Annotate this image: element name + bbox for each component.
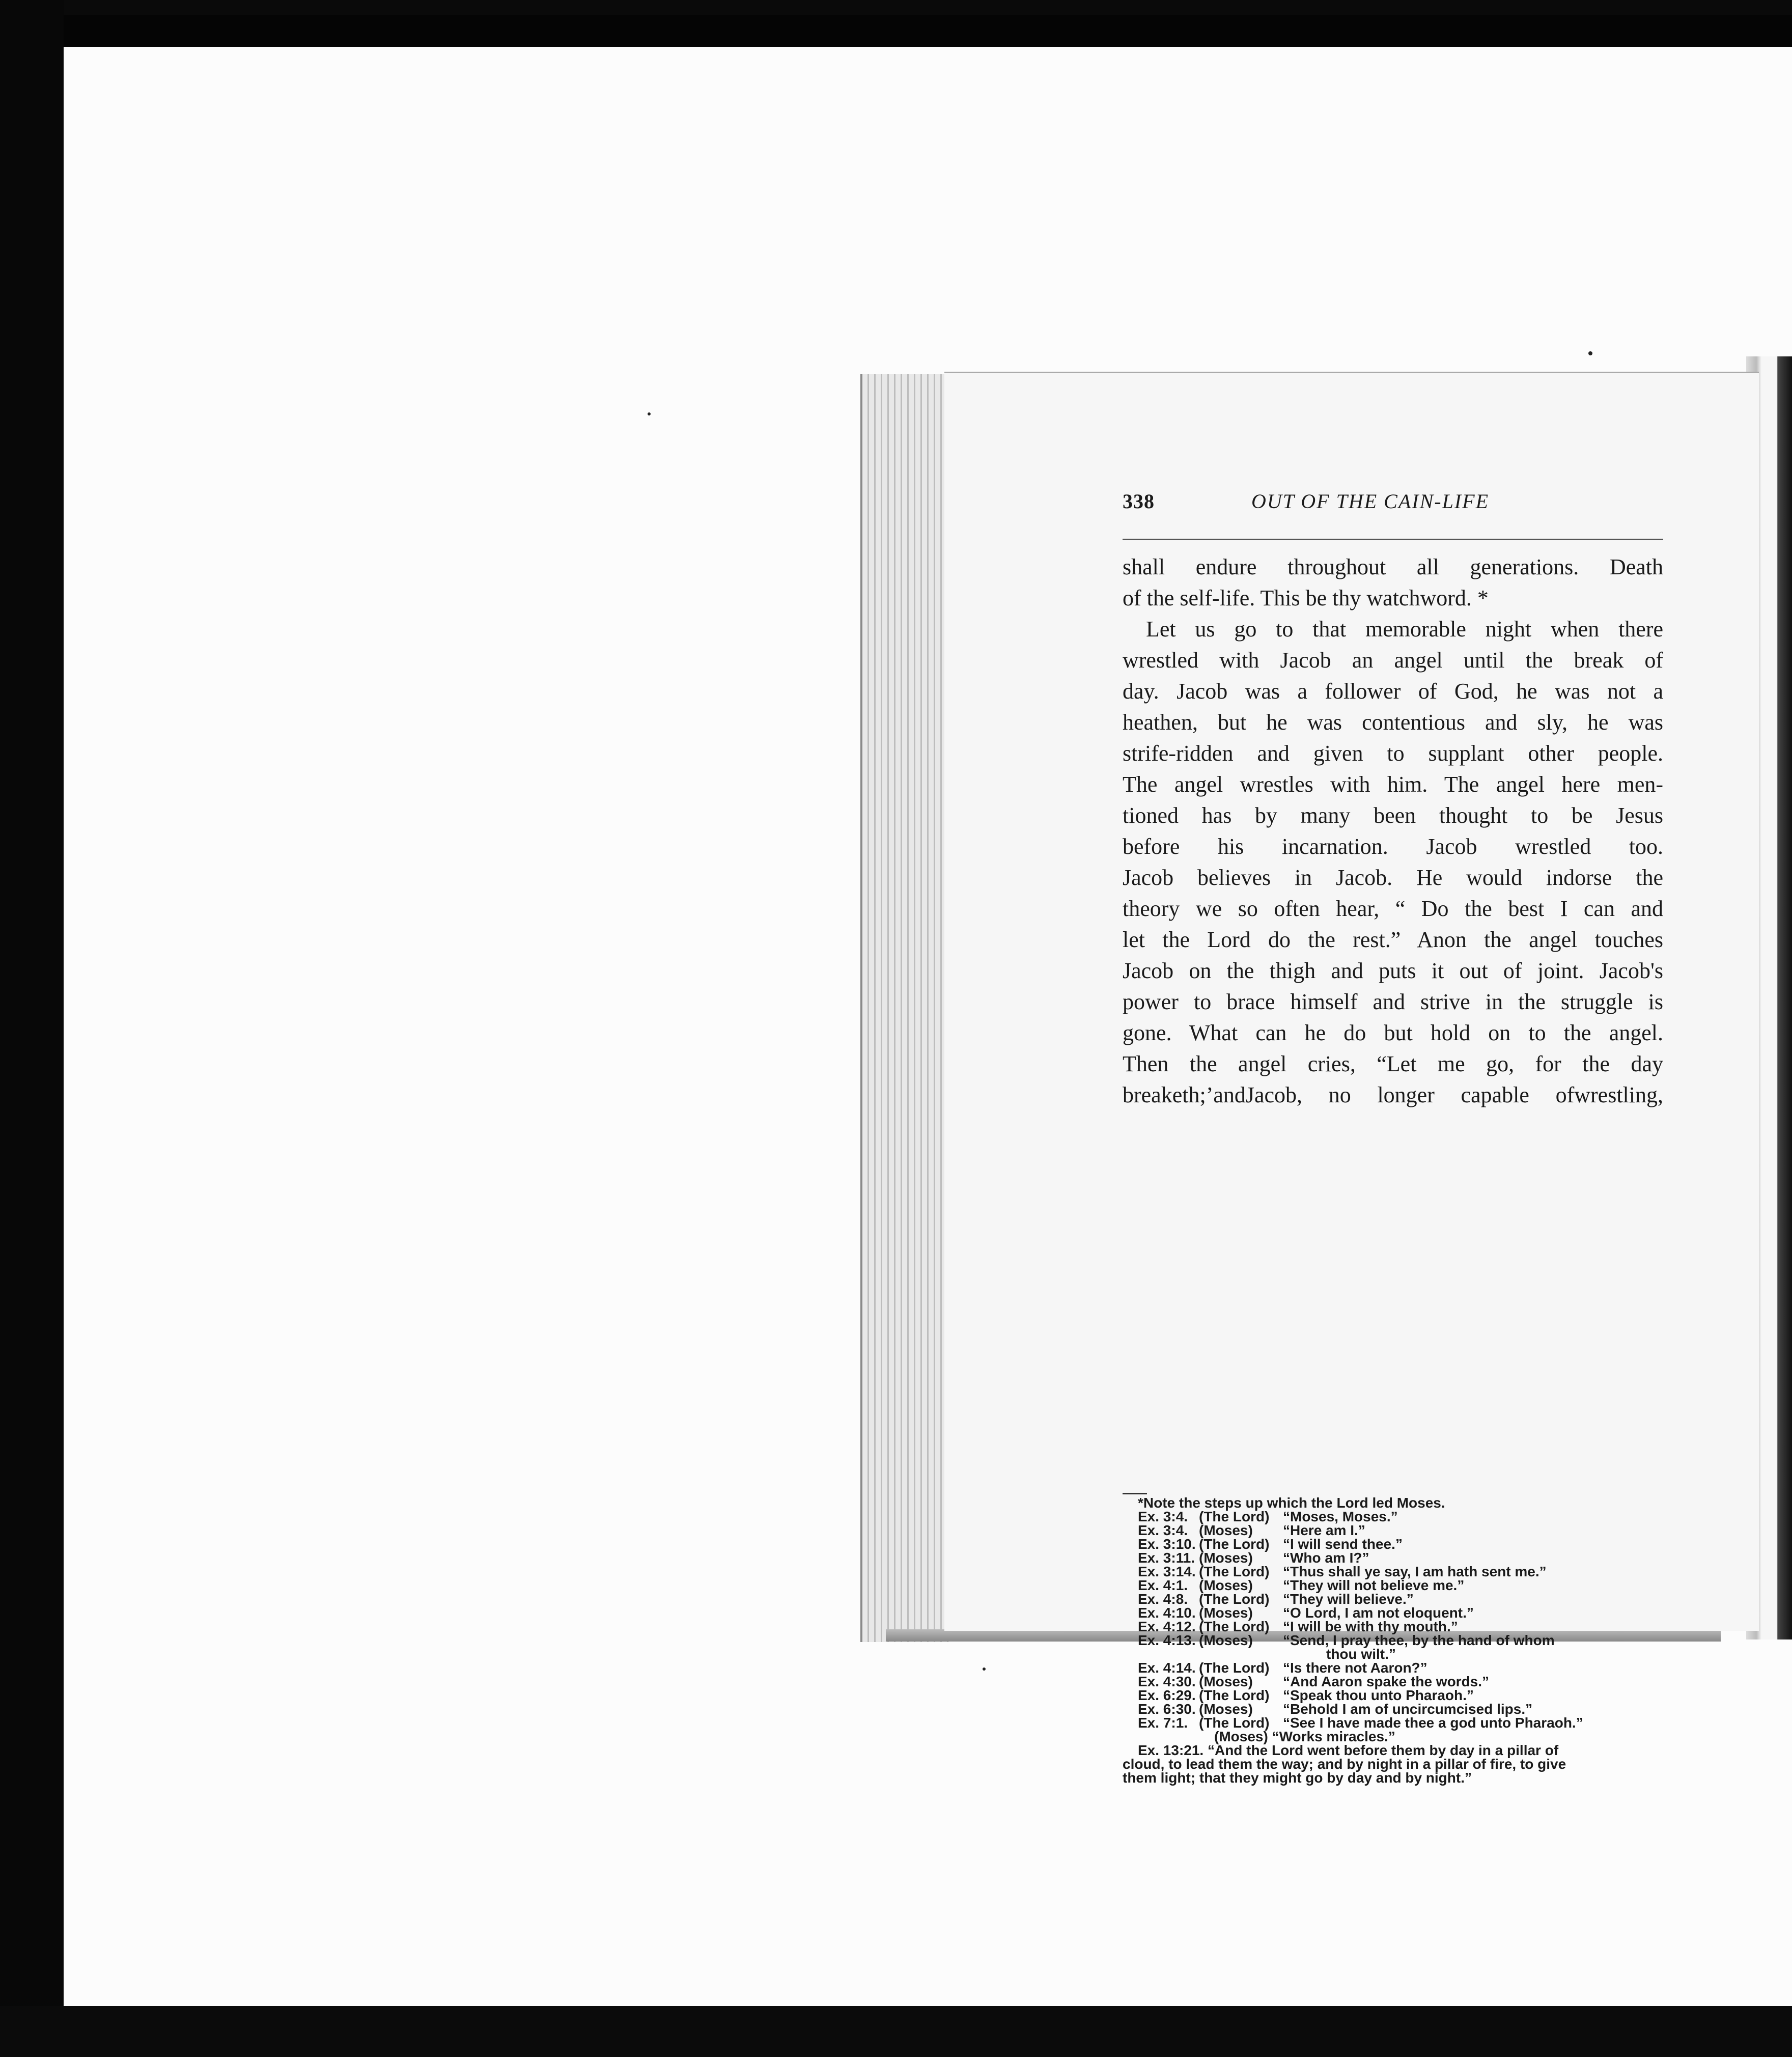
footnote-quote: “And Aaron spake the words.”	[1283, 1674, 1490, 1689]
body-line: Jacob on the thigh and puts it out of joint. Jacob's	[1123, 958, 1663, 983]
footnote-rule	[1123, 1493, 1147, 1494]
body-line: before his incarnation. Jacob wrestled too.	[1123, 834, 1663, 859]
footnote-quote: “Speak thou unto Pharaoh.”	[1283, 1687, 1474, 1703]
footnote-ref: Ex. 4:12.	[1138, 1619, 1196, 1634]
footnote-ref: Ex. 7:1.	[1138, 1715, 1188, 1731]
body-line: of the self-life. This be thy watchword. *	[1123, 586, 1489, 610]
footnote-title: *Note the steps up which the Lord led Moses.	[1138, 1495, 1445, 1511]
footnote-ref: Ex. 4:14.	[1138, 1660, 1196, 1676]
footnote-ref: Ex. 4:8.	[1138, 1591, 1188, 1607]
footnote-ref: Ex. 3:11.	[1138, 1550, 1195, 1566]
page-number: 338	[1123, 490, 1155, 513]
body-text	[1123, 551, 1663, 1110]
footnote-quote: “Moses, Moses.”	[1283, 1509, 1398, 1524]
footnote-row	[1123, 1592, 1663, 1606]
footnote-row	[1123, 1565, 1663, 1578]
footnote-speaker: (The Lord)	[1199, 1715, 1270, 1731]
footnote-continuation: thou wilt.”	[1326, 1646, 1396, 1662]
body-line: heathen, but he was contentious and sly, he was	[1123, 710, 1663, 735]
footnote-row	[1123, 1633, 1663, 1647]
footnote-quote: “Send, I pray thee, by the hand of whom	[1283, 1632, 1555, 1648]
footnote-row	[1123, 1510, 1663, 1523]
footnote-ref: Ex. 4:1.	[1138, 1577, 1188, 1593]
footnote-speaker: (The Lord)	[1199, 1509, 1270, 1524]
film-left-edge	[0, 0, 64, 2057]
footnote-ref: Ex. 6:29.	[1138, 1687, 1196, 1703]
film-speck	[648, 412, 651, 415]
running-head	[1123, 489, 1663, 515]
footnote-row	[1123, 1578, 1663, 1592]
footnote-speaker: (Moses)	[1199, 1674, 1253, 1689]
footnote-speaker: (Moses)	[1199, 1632, 1253, 1648]
footnote-quote: “I will send thee.”	[1283, 1536, 1403, 1552]
footnote-row	[1123, 1716, 1663, 1730]
footnote-quote: “I will be with thy mouth.”	[1283, 1619, 1458, 1634]
footnote-quote: “Here am I.”	[1283, 1522, 1365, 1538]
body-line: Jacob believes in Jacob. He would indorse the	[1123, 865, 1663, 890]
footnote-row	[1123, 1537, 1663, 1551]
body-line: Let us go to that memorable night when there	[1146, 617, 1663, 642]
footnote-ref: Ex. 4:13.	[1138, 1632, 1196, 1648]
footnote-final-line: cloud, to lead them the way; and by night in a pillar of fire, to give	[1123, 1756, 1566, 1772]
footnote-row	[1123, 1606, 1663, 1620]
body-line: wrestled with Jacob an angel until the break of	[1123, 648, 1663, 673]
footnote-row	[1123, 1675, 1663, 1688]
footnote-row	[1123, 1702, 1663, 1716]
footnote-quote: “They will believe.”	[1283, 1591, 1414, 1607]
footnote-speaker: (The Lord)	[1199, 1660, 1270, 1676]
footnote-quote: “O Lord, I am not eloquent.”	[1283, 1605, 1474, 1621]
footnote-ref: Ex. 4:10.	[1138, 1605, 1196, 1621]
footnote-speaker: (Moses)	[1199, 1701, 1253, 1717]
footnote-speaker: (Moses)	[1199, 1550, 1253, 1566]
running-title: OUT OF THE CAIN-LIFE	[1251, 490, 1490, 513]
film-bottom-edge	[0, 2006, 1792, 2057]
film-top-edge	[0, 0, 1792, 15]
footnote-quote: “See I have made thee a god unto Pharaoh.”	[1283, 1715, 1583, 1731]
footnote-quote: “Thus shall ye say, I am hath sent me.”	[1283, 1564, 1547, 1579]
footnote-quote: “Who am I?”	[1283, 1550, 1369, 1566]
body-line: strife-ridden and given to supplant other people.	[1123, 741, 1663, 766]
footnote-speaker: (The Lord)	[1199, 1619, 1270, 1634]
footnote-final-line: Ex. 13:21. “And the Lord went before them by day in a pillar of	[1138, 1742, 1559, 1758]
footnote-row	[1123, 1688, 1663, 1702]
footnote-ref: Ex. 4:30.	[1138, 1674, 1196, 1689]
footnote-speaker: (Moses)	[1199, 1522, 1253, 1538]
footnote-row	[1123, 1620, 1663, 1633]
footnote-speaker: (Moses)	[1199, 1577, 1253, 1593]
body-line: power to brace himself and strive in the struggle is	[1123, 989, 1663, 1014]
footnote-speaker: (Moses)	[1199, 1605, 1253, 1621]
footnote-quote: “They will not believe me.”	[1283, 1577, 1465, 1593]
film-speck	[1588, 351, 1592, 355]
body-line: The angel wrestles with him. The angel here men-	[1123, 772, 1663, 797]
footnote-quote: “Is there not Aaron?”	[1283, 1660, 1427, 1676]
footnote-row	[1123, 1551, 1663, 1565]
body-line: let the Lord do the rest.” Anon the angel touches	[1123, 927, 1663, 952]
body-line: day. Jacob was a follower of God, he was not a	[1123, 679, 1663, 704]
footnotes	[1123, 1496, 1663, 1785]
film-speck	[983, 1667, 986, 1671]
footnote-ref: Ex. 3:4.	[1138, 1509, 1188, 1524]
page-stack-edges	[860, 374, 949, 1642]
body-line: breaketh;’andJacob, no longer capable ofwrestling,	[1123, 1082, 1663, 1107]
footnote-quote: “Behold I am of uncircumcised lips.”	[1283, 1701, 1533, 1717]
body-line: shall endure throughout all generations. Death	[1123, 554, 1663, 579]
footnote-speaker: (The Lord)	[1199, 1687, 1270, 1703]
footnote-final-line: them light; that they might go by day and by night.”	[1123, 1770, 1472, 1786]
footnote-ref: Ex. 3:4.	[1138, 1522, 1188, 1538]
footnote-speaker: (The Lord)	[1199, 1591, 1270, 1607]
footnote-ref: Ex. 6:30.	[1138, 1701, 1196, 1717]
body-line: Then the angel cries, “Let me go, for the day	[1123, 1051, 1663, 1076]
footnote-row	[1123, 1661, 1663, 1675]
footnote-speaker: (The Lord)	[1199, 1564, 1270, 1579]
footnote-row	[1123, 1523, 1663, 1537]
footnote-ref: Ex. 3:10.	[1138, 1536, 1196, 1552]
head-rule	[1123, 539, 1663, 540]
body-line: tioned has by many been thought to be Jesus	[1123, 803, 1663, 828]
footnote-speaker: (The Lord)	[1199, 1536, 1270, 1552]
body-line: gone. What can he do but hold on to the angel.	[1123, 1020, 1663, 1045]
body-line: theory we so often hear, “ Do the best I can and	[1123, 896, 1663, 921]
book-page	[944, 372, 1759, 1786]
footnote-ref: Ex. 3:14.	[1138, 1564, 1196, 1579]
footnote-subline: (Moses) “Works miracles.”	[1214, 1729, 1395, 1744]
